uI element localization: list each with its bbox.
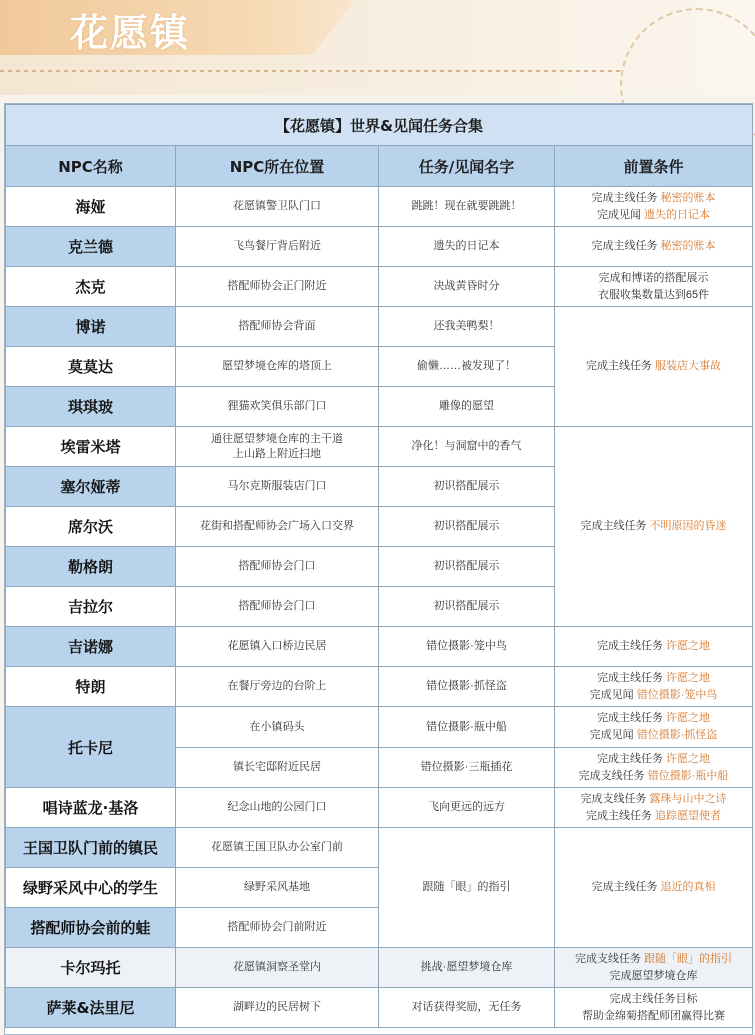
npc-location: 搭配师协会正门附近 (176, 267, 379, 307)
npc-name: 王国卫队门前的镇民 (6, 828, 176, 868)
prerequisite-line: 完成见闻 遗失的日记本 (596, 208, 711, 221)
task-table (5, 104, 753, 1028)
table-row (6, 627, 753, 667)
npc-name: 特朗 (6, 667, 176, 707)
quest-name: 错位摄影·瓶中船 (379, 707, 555, 748)
npc-location: 镇长宅邸附近民居 (176, 748, 379, 788)
table-row (6, 707, 753, 748)
npc-name: 克兰德 (6, 227, 176, 267)
banner-title: 花愿镇 (70, 11, 191, 55)
npc-name: 莫莫达 (6, 347, 176, 387)
header-npc-name: NPC名称 (6, 146, 176, 187)
quest-name: 错位摄影·笼中鸟 (379, 627, 555, 667)
header-prerequisite: 前置条件 (555, 146, 753, 187)
prerequisite-line: 完成主线任务 追踪愿望使者 (585, 809, 722, 822)
quest-name: 错位摄影·三瓶插花 (379, 748, 555, 788)
prerequisite (555, 667, 753, 707)
prerequisite-line: 完成支线任务 露珠与山中之诗 (580, 792, 727, 805)
npc-name: 海娅 (6, 187, 176, 227)
npc-location: 湖畔边的民居树下 (176, 988, 379, 1028)
prerequisite (555, 307, 753, 427)
header-quest-name: 任务/见闻名字 (379, 146, 555, 187)
npc-name: 博诺 (6, 307, 176, 347)
npc-name: 杰克 (6, 267, 176, 307)
table-row (6, 988, 753, 1028)
quest-name: 净化！与洞窟中的香气 (379, 427, 555, 467)
npc-location: 搭配师协会门前附近 (176, 908, 379, 948)
table-title: 【花愿镇】世界&见闻任务合集 (6, 105, 753, 146)
quest-name: 对话获得奖励，无任务 (379, 988, 555, 1028)
task-table-card (4, 103, 753, 1035)
table-row (6, 667, 753, 707)
prerequisite (555, 187, 753, 227)
npc-name: 托卡尼 (6, 707, 176, 788)
quest-name: 初识搭配展示 (379, 467, 555, 507)
prerequisite (555, 748, 753, 788)
npc-location: 在小镇码头 (176, 707, 379, 748)
quest-name: 初识搭配展示 (379, 587, 555, 627)
table-row (6, 427, 753, 467)
npc-name: 吉拉尔 (6, 587, 176, 627)
header-npc-location: NPC所在位置 (176, 146, 379, 187)
npc-location (176, 427, 379, 467)
prerequisite-line: 帮助金绵菊搭配师团赢得比赛 (582, 1009, 726, 1022)
table-row (6, 788, 753, 828)
npc-name: 卡尔玛托 (6, 948, 176, 988)
quest-name: 跳跳！现在就要跳跳！ (379, 187, 555, 227)
npc-location: 狸猫欢笑俱乐部门口 (176, 387, 379, 427)
quest-name: 雕像的愿望 (379, 387, 555, 427)
npc-location: 花愿镇王国卫队办公室门前 (176, 828, 379, 868)
prerequisite-line: 完成支线任务 跟随「眼」的指引 (574, 952, 733, 965)
prerequisite-line: 完成主线任务 秘密的账本 (591, 240, 716, 252)
npc-location: 绿野采风基地 (176, 868, 379, 908)
quest-name: 初识搭配展示 (379, 507, 555, 547)
prerequisite-line: 完成见闻 错位摄影·抓怪盗 (589, 729, 718, 741)
prerequisite-line: 完成主线任务 秘密的账本 (591, 191, 716, 204)
npc-location: 愿望梦境仓库的塔顶上 (176, 347, 379, 387)
table-row (6, 187, 753, 227)
prerequisite (555, 948, 753, 988)
table-row (6, 227, 753, 267)
quest-name: 挑战·愿望梦境仓库 (379, 948, 555, 988)
prerequisite-line: 完成和博诺的搭配展示 (598, 271, 709, 284)
prerequisite-line: 完成见闻 错位摄影·笼中鸟 (589, 688, 718, 701)
prerequisite-line: 完成主线任务 许愿之地 (596, 752, 711, 765)
prerequisite-line: 完成主线任务 服装店大事故 (585, 360, 722, 372)
npc-location: 马尔克斯服装店门口 (176, 467, 379, 507)
prerequisite-line: 完成主线任务 许愿之地 (596, 671, 711, 684)
prerequisite (555, 627, 753, 667)
quest-name: 错位摄影·抓怪盗 (379, 667, 555, 707)
prerequisite (555, 828, 753, 948)
prerequisite-line: 完成主线任务 许愿之地 (596, 640, 711, 652)
npc-name: 绿野采风中心的学生 (6, 868, 176, 908)
npc-location: 花街和搭配师协会广场入口交界 (176, 507, 379, 547)
npc-name: 琪琪玻 (6, 387, 176, 427)
prerequisite (555, 427, 753, 627)
npc-name: 萨莱&法里尼 (6, 988, 176, 1028)
prerequisite-line: 完成主线任务目标 (609, 992, 698, 1005)
npc-name: 埃雷米塔 (6, 427, 176, 467)
table-row (6, 948, 753, 988)
npc-name: 塞尔娅蒂 (6, 467, 176, 507)
banner-divider (0, 70, 620, 72)
npc-location: 飞鸟餐厅背后附近 (176, 227, 379, 267)
npc-name: 席尔沃 (6, 507, 176, 547)
prerequisite (555, 707, 753, 748)
prerequisite-line: 完成愿望梦境仓库 (609, 969, 698, 982)
quest-name: 还我美鸭梨！ (379, 307, 555, 347)
npc-location: 在餐厅旁边的台阶上 (176, 667, 379, 707)
prerequisite (555, 988, 753, 1028)
quest-name: 飞向更远的远方 (379, 788, 555, 828)
npc-location: 花愿镇洞察圣堂内 (176, 948, 379, 988)
quest-name: 偷懒……被发现了！ (379, 347, 555, 387)
quest-name: 遗失的日记本 (379, 227, 555, 267)
prerequisite-line: 衣服收集数量达到65件 (597, 288, 710, 301)
prerequisite-line: 完成主线任务 追近的真相 (591, 881, 716, 893)
npc-name: 唱诗蓝龙·基洛 (6, 788, 176, 828)
npc-location-line: 上山路上附近扫地 (233, 447, 321, 460)
npc-location: 纪念山地的公园门口 (176, 788, 379, 828)
npc-location: 搭配师协会背面 (176, 307, 379, 347)
table-row (6, 267, 753, 307)
table-row (6, 828, 753, 868)
quest-name: 跟随「眼」的指引 (379, 828, 555, 948)
npc-name: 吉诺娜 (6, 627, 176, 667)
prerequisite (555, 227, 753, 267)
prerequisite (555, 788, 753, 828)
prerequisite-line: 完成主线任务 许愿之地 (596, 712, 711, 724)
prerequisite-line: 完成主线任务 不明原因的昏迷 (580, 520, 727, 532)
prerequisite-line: 完成支线任务 错位摄影·瓶中船 (578, 769, 729, 782)
prerequisite (555, 267, 753, 307)
banner (0, 0, 755, 95)
npc-location: 花愿镇警卫队门口 (176, 187, 379, 227)
npc-location: 搭配师协会门口 (176, 547, 379, 587)
quest-name: 决战黄昏时分 (379, 267, 555, 307)
npc-location: 花愿镇入口桥边民居 (176, 627, 379, 667)
npc-location-line: 通往愿望梦境仓库的主干道 (211, 432, 343, 445)
table-row (6, 307, 753, 347)
npc-name: 搭配师协会前的蛙 (6, 908, 176, 948)
npc-name: 勒格朗 (6, 547, 176, 587)
npc-location: 搭配师协会门口 (176, 587, 379, 627)
quest-name: 初识搭配展示 (379, 547, 555, 587)
